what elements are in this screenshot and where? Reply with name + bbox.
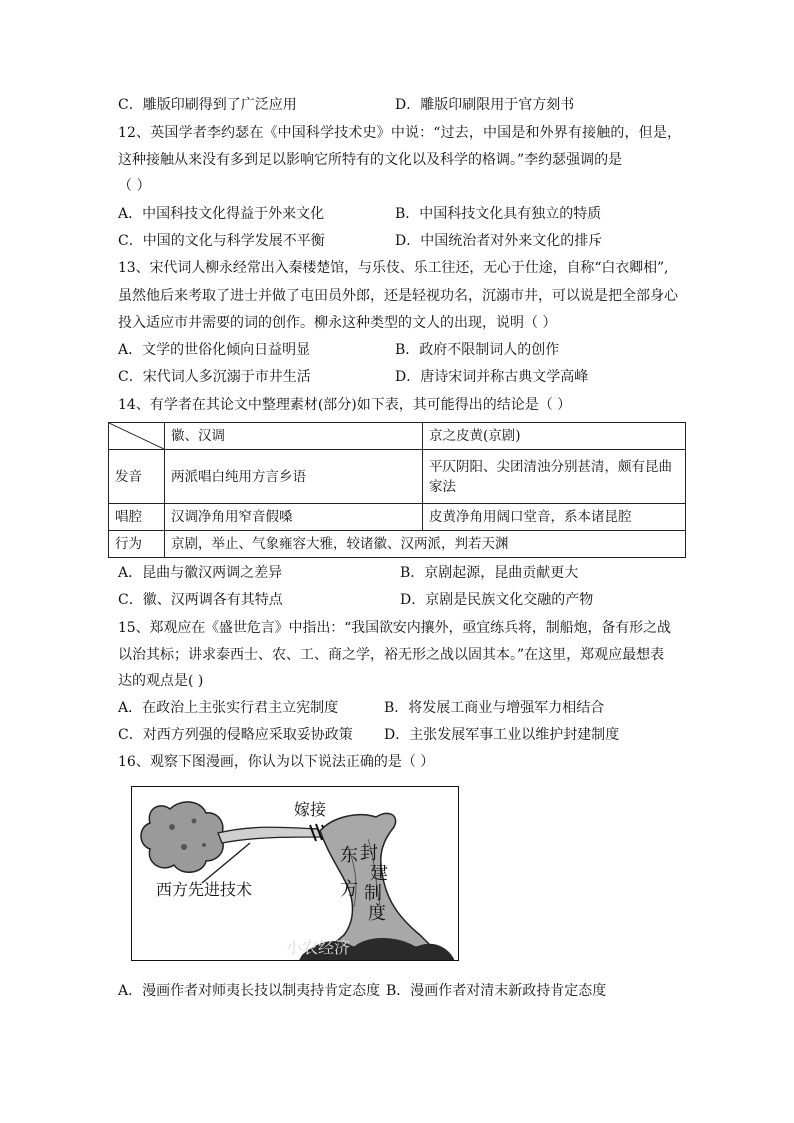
- cell-hui-han-pronunciation: 两派唱白纯用方言乡语: [165, 450, 423, 504]
- table-corner-diagonal-cell: [109, 423, 165, 450]
- q12-stem-line-1: 12、英国学者李约瑟在《中国科学技术史》中说：“过去，中国是和外界有接触的，但是，: [118, 125, 682, 141]
- diagonal-line: [109, 423, 164, 449]
- q14-option-a[interactable]: A．昆曲与徽汉两调之差异: [118, 565, 283, 581]
- cell-jingju-singing: 皮黄净角用阔口堂音，系本诸昆腔: [423, 504, 686, 531]
- foliage-shape: [141, 802, 223, 872]
- table-row: [109, 531, 686, 558]
- table-header-row: [109, 423, 686, 450]
- q15-option-d[interactable]: D．主张发展军事工业以维护封建制度: [384, 727, 620, 743]
- table-header-hui-han: 徽、汉调: [165, 423, 423, 450]
- q14-option-c[interactable]: C．徽、汉两调各有其特点: [118, 592, 283, 608]
- foliage-spot: [202, 843, 206, 847]
- cell-behavior-merged: 京剧，举止、气象雍容大雅，较诸徽、汉两派，判若天渊: [165, 531, 686, 558]
- q13-option-d[interactable]: D．唐诗宋词并称古典文学高峰: [395, 369, 589, 385]
- q16-option-a[interactable]: A．漫画作者对师夷长技以制夷持肯定态度: [118, 983, 381, 999]
- q13-stem-line-1: 13、宋代词人柳永经常出入秦楼楚馆，与乐伎、乐工往还，无心于仕途，自称“白衣卿相”,: [118, 260, 669, 276]
- q14-option-b[interactable]: B．京剧起源，昆曲贡献更大: [400, 565, 579, 581]
- q14-comparison-table: [108, 422, 686, 558]
- cartoon-trunk-char: 东: [340, 845, 358, 866]
- row-label-behavior: 行为: [109, 531, 165, 558]
- q14-stem-line-1: 14、有学者在其论文中整理素材(部分)如下表，其可能得出的结论是（ ）: [118, 397, 572, 413]
- cartoon-trunk-char: 方: [340, 879, 358, 900]
- q13-option-c[interactable]: C．宋代词人多沉溺于市井生活: [118, 369, 311, 385]
- q11-option-d[interactable]: D．雕版印刷限用于官方刻书: [395, 97, 575, 113]
- table-row: [109, 504, 686, 531]
- cell-jingju-pronunciation: 平仄阴阳、尖团清浊分别甚清，颇有昆曲家法: [423, 450, 686, 504]
- q12-option-a[interactable]: A．中国科技文化得益于外来文化: [118, 206, 325, 222]
- q16-stem-line-1: 16、观察下图漫画，你认为以下说法正确的是（ ）: [118, 754, 435, 770]
- cartoon-label-graft: 嫁接: [294, 800, 327, 819]
- q12-option-b[interactable]: B．中国科技文化具有独立的特质: [395, 206, 602, 222]
- q13-option-b[interactable]: B．政府不限制词人的创作: [395, 342, 560, 358]
- cartoon-trunk-char: 度: [368, 903, 386, 924]
- table-row: [109, 450, 686, 504]
- q13-option-a[interactable]: A．文学的世俗化倾向日益明显: [118, 342, 311, 358]
- cartoon-trunk-char: 制: [364, 883, 382, 904]
- cell-hui-han-singing: 汉调净角用窄音假嗓: [165, 504, 423, 531]
- foliage-spot: [181, 844, 187, 850]
- q15-stem-line-1: 15、郑观应在《盛世危言》中指出：“我国欲安内攘外，亟宜练兵将，制船炮，备有形之战: [118, 620, 671, 636]
- q16-option-b[interactable]: B．漫画作者对清末新政持肯定态度: [386, 983, 607, 999]
- q11-option-c[interactable]: C．雕版印刷得到了广泛应用: [118, 97, 297, 113]
- q13-stem-line-2: 虽然他后来考取了进士并做了屯田员外郎，还是轻视功名，沉溺市井，可以说是把全部身心: [118, 288, 678, 304]
- grafted-branch: [218, 827, 322, 843]
- q14-option-d[interactable]: D．京剧是民族文化交融的产物: [400, 592, 594, 608]
- q15-option-c[interactable]: C．对西方列强的侵略应采取妥协政策: [118, 727, 353, 743]
- q12-answer-blank: （ ）: [118, 178, 151, 194]
- q15-stem-line-3: 达的观点是( ): [118, 673, 204, 689]
- row-label-singing: 唱腔: [109, 504, 165, 531]
- q12-option-d[interactable]: D．中国统治者对外来文化的排斥: [395, 233, 603, 249]
- q16-cartoon-image: [131, 786, 459, 961]
- table-header-jingju: 京之皮黄(京剧): [423, 423, 686, 450]
- q12-option-c[interactable]: C．中国的文化与科学发展不平衡: [118, 233, 325, 249]
- cartoon-label-roots: 小农经济: [286, 938, 351, 957]
- row-label-pronunciation: 发音: [109, 450, 165, 504]
- q13-stem-line-3: 投入适应市井需要的词的创作。柳永这种类型的文人的出现，说明（ ）: [118, 315, 557, 331]
- cartoon-label-west-tech: 西方先进技术: [156, 880, 253, 899]
- foliage-spot: [192, 819, 197, 824]
- q15-option-a[interactable]: A．在政治上主张实行君主立宪制度: [118, 700, 339, 716]
- q12-stem-line-2: 这种接触从来没有多到足以影响它所特有的文化以及科学的格调。”李约瑟强调的是: [118, 152, 623, 168]
- cartoon-trunk-char: 封: [360, 843, 378, 864]
- q15-stem-line-2: 以治其标；讲求泰西士、农、工、商之学，裕无形之战以固其本。”在这里，郑观应最想表: [118, 647, 665, 663]
- q15-option-b[interactable]: B．将发展工商业与增强军力相结合: [384, 700, 605, 716]
- cartoon-trunk-char: 建: [370, 863, 388, 884]
- foliage-spot: [169, 824, 175, 830]
